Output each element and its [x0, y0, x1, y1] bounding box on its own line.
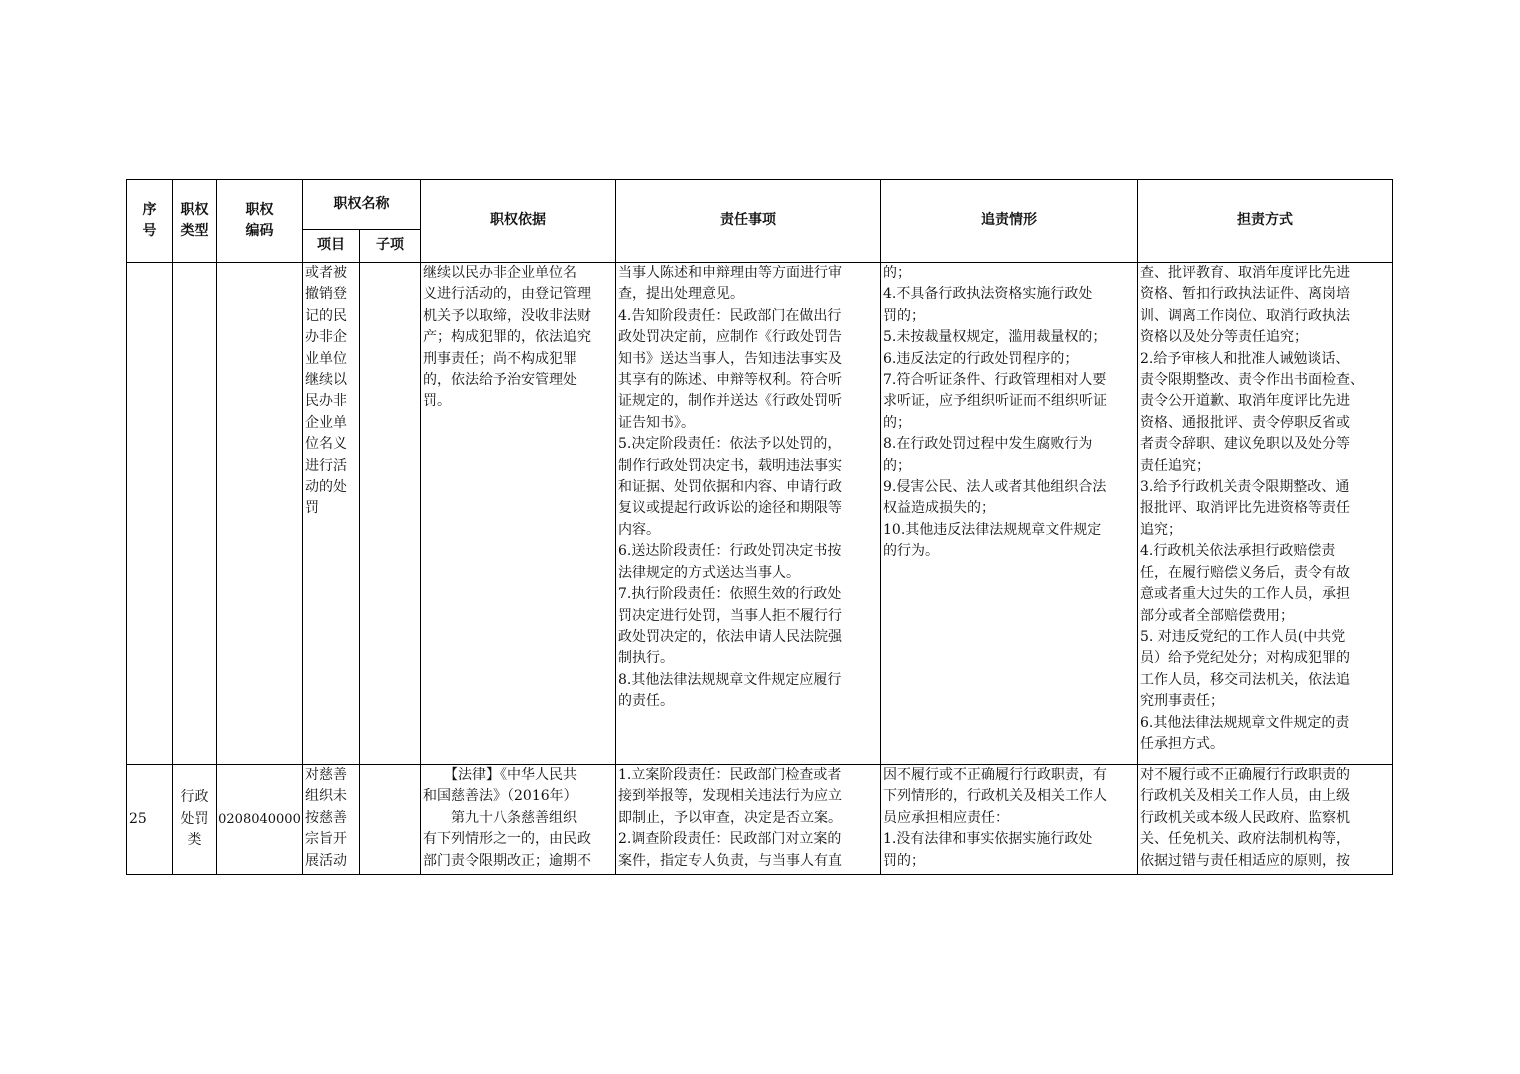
text-line: 继续以: [305, 372, 347, 389]
header-method: 担责方式: [1138, 180, 1393, 263]
text-line: 的；: [883, 265, 911, 281]
header-seq: 序 号: [127, 180, 173, 263]
text-line: 求听证，应予组织听证而不组织听证: [883, 393, 1107, 410]
text-line: 制执行。: [618, 650, 674, 667]
text-line: 义进行活动的，由登记管理: [423, 286, 591, 303]
header-type: 职权 类型: [173, 180, 217, 263]
text-line: 部门责令限期改正；逾期不: [423, 852, 591, 869]
text-line: 组织未: [305, 788, 347, 805]
text-line: 4.不具备行政执法资格实施行政处: [883, 286, 1093, 303]
text-line: 6.其他法律法规规章文件规定的责: [1140, 714, 1350, 731]
text-line: 查，提出处理意见。: [618, 286, 744, 303]
text-line: 的；: [883, 414, 911, 431]
text-line: 案件，指定专人负责，与当事人有直: [618, 852, 842, 869]
text-line: 工作人员，移交司法机关，依法追: [1140, 671, 1350, 688]
power-list-table: [126, 179, 1393, 875]
text-line: 资格、通报批评、责令停职反省或: [1140, 414, 1350, 431]
cell-accountability: [881, 765, 1138, 875]
text-line: 5. 对违反党纪的工作人员(中共党: [1140, 628, 1346, 645]
text-line: 对慈善: [305, 767, 347, 783]
text-line: 证规定的，制作并送达《行政处罚听: [618, 393, 842, 410]
table-row: [127, 765, 1393, 875]
text-line: 办非企: [305, 329, 347, 346]
text-line: 7.执行阶段责任：依照生效的行政处: [618, 586, 842, 603]
text-line: 6.违反法定的行政处罚程序的；: [883, 350, 1079, 367]
cell-seq: 25: [127, 765, 173, 875]
text-line: 继续以民办非企业单位名: [423, 265, 577, 281]
text-line: 7.符合听证条件、行政管理相对人要: [883, 372, 1107, 389]
text-line: 10.其他违反法律法规规章文件规定: [883, 521, 1102, 538]
text-line: 报批评、取消评比先进资格等责任: [1140, 500, 1350, 517]
text-line: 究刑事责任；: [1140, 693, 1224, 710]
text-line: 2.给予审核人和批准人诫勉谈话、: [1140, 350, 1350, 367]
text-line: 记的民: [305, 307, 347, 324]
text-line: 责任追究；: [1140, 457, 1210, 474]
text-line: 【法律】《中华人民共: [423, 767, 577, 783]
text-line: 权益造成损失的；: [883, 500, 995, 517]
text-line: 动的处: [305, 479, 347, 496]
text-line: 员应承担相应责任：: [883, 809, 1009, 826]
cell-code: 0208040000: [217, 765, 303, 875]
text-line: 撤销登: [305, 286, 347, 303]
text-line: 的责任。: [618, 693, 674, 710]
text-line: 罚的；: [883, 307, 925, 324]
header-name: 职权名称: [303, 180, 421, 230]
text-line: 按慈善: [305, 809, 347, 826]
text-line: 类: [187, 832, 202, 849]
text-line: 民办非: [305, 393, 347, 410]
text-line: 4.行政机关依法承担行政赔偿责: [1140, 543, 1336, 560]
text-line: 机关予以取缔，没收非法财: [423, 307, 591, 324]
text-line: 和证据、处罚依据和内容、申请行政: [618, 479, 842, 496]
text-line: 任承担方式。: [1140, 735, 1224, 752]
text-line: 有下列情形之一的，由民政: [423, 831, 591, 848]
cell-code: [217, 263, 303, 765]
cell-accountability: [881, 263, 1138, 765]
cell-duty: [616, 263, 881, 765]
text-line: 依据过错与责任相适应的原则，按: [1140, 852, 1350, 869]
cell-type: [173, 765, 217, 875]
text-line: 处罚: [180, 810, 209, 827]
text-line: 第九十八条慈善组织: [423, 809, 577, 826]
text-line: 业单位: [305, 350, 347, 367]
text-line: 内容。: [618, 521, 660, 538]
header-duty: 责任事项: [616, 180, 881, 263]
text-line: 其享有的陈述、申辩等权利。符合听: [618, 372, 842, 389]
text-line: 当事人陈述和申辩理由等方面进行审: [618, 265, 842, 281]
cell-method: [1138, 263, 1393, 765]
text-line: 位名义: [305, 436, 347, 453]
text-line: 法律规定的方式送达当事人。: [618, 564, 800, 581]
text-line: 的行为。: [883, 543, 939, 560]
text-line: 4.告知阶段责任：民政部门在做出行: [618, 307, 842, 324]
text-line: 刑事责任；尚不构成犯罪: [423, 350, 577, 367]
text-line: 复议或提起行政诉讼的途径和期限等: [618, 500, 842, 517]
text-line: 9.侵害公民、法人或者其他组织合法: [883, 479, 1107, 496]
cell-subitem: [360, 263, 421, 765]
header-subitem: 子项: [360, 230, 421, 263]
text-line: 制作行政处罚决定书，载明违法事实: [618, 457, 842, 474]
cell-basis: [421, 765, 616, 875]
text-line: 展活动: [305, 852, 347, 869]
cell-subitem: [360, 765, 421, 875]
text-line: 下列情形的，行政机关及相关工作人: [883, 788, 1107, 805]
text-line: 政处罚决定的，依法申请人民法院强: [618, 628, 842, 645]
text-line: 关、任免机关、政府法制机构等，: [1140, 831, 1350, 848]
text-line: 的，依法给予治安管理处: [423, 372, 577, 389]
text-line: 责令限期整改、责令作出书面检查、: [1140, 372, 1364, 389]
text-line: 部分或者全部赔偿费用；: [1140, 607, 1294, 624]
cell-seq: [127, 263, 173, 765]
text-line: 责令公开道歉、取消年度评比先进: [1140, 393, 1350, 410]
text-line: 5.决定阶段责任：依法予以处罚的，: [618, 436, 842, 453]
cell-basis: [421, 263, 616, 765]
text-line: 或者被: [305, 265, 347, 281]
text-line: 宗旨开: [305, 831, 347, 848]
cell-type: [173, 263, 217, 765]
cell-duty: [616, 765, 881, 875]
text-line: 罚。: [423, 393, 451, 410]
header-row-1: [127, 180, 1393, 230]
text-line: 1.立案阶段责任：民政部门检查或者: [618, 767, 842, 783]
text-line: 员）给予党纪处分；对构成犯罪的: [1140, 650, 1350, 667]
text-line: 5.未按裁量权规定，滥用裁量权的；: [883, 329, 1107, 346]
text-line: 2.调查阶段责任：民政部门对立案的: [618, 831, 842, 848]
text-line: 查、批评教育、取消年度评比先进: [1140, 265, 1350, 281]
text-line: 资格以及处分等责任追究；: [1140, 329, 1308, 346]
text-line: 者责令辞职、建议免职以及处分等: [1140, 436, 1350, 453]
text-line: 8.在行政处罚过程中发生腐败行为: [883, 436, 1093, 453]
text-line: 政处罚决定前，应制作《行政处罚告: [618, 329, 842, 346]
text-line: 行政机关及相关工作人员，由上级: [1140, 788, 1350, 805]
text-line: 知书》送达当事人，告知违法事实及: [618, 350, 842, 367]
text-line: 追究；: [1140, 521, 1182, 538]
text-line: 证告知书》。: [618, 414, 695, 431]
text-line: 1.没有法律和事实依据实施行政处: [883, 831, 1093, 848]
text-line: 3.给予行政机关责令限期整改、通: [1140, 479, 1350, 496]
text-line: 罚决定进行处罚，当事人拒不履行行: [618, 607, 842, 624]
text-line: 即制止，予以审查，决定是否立案。: [618, 809, 842, 826]
header-basis: 职权依据: [421, 180, 616, 263]
text-line: 因不履行或不正确履行行政职责，有: [883, 767, 1107, 783]
text-line: 的；: [883, 457, 911, 474]
text-line: 8.其他法律法规规章文件规定应履行: [618, 671, 842, 688]
text-line: 意或者重大过失的工作人员，承担: [1140, 586, 1350, 603]
cell-item: [303, 765, 360, 875]
text-line: 任，在履行赔偿义务后，责令有故: [1140, 564, 1350, 581]
header-code: 职权 编码: [217, 180, 303, 263]
text-line: 6.送达阶段责任：行政处罚决定书按: [618, 543, 842, 560]
text-line: 对不履行或不正确履行行政职责的: [1140, 767, 1350, 783]
text-line: 行政: [180, 789, 209, 806]
text-line: 资格、暂扣行政执法证件、离岗培: [1140, 286, 1350, 303]
text-line: 接到举报等，发现相关违法行为应立: [618, 788, 842, 805]
text-line: 罚: [305, 500, 319, 517]
text-line: 和国慈善法》（2016年）: [423, 788, 578, 805]
text-line: 产；构成犯罪的，依法追究: [423, 329, 591, 346]
cell-item: [303, 263, 360, 765]
header-accountability: 追责情形: [881, 180, 1138, 263]
table-row: [127, 263, 1393, 765]
text-line: 进行活: [305, 457, 347, 474]
text-line: 训、调离工作岗位、取消行政执法: [1140, 307, 1350, 324]
text-line: 企业单: [305, 414, 347, 431]
header-item: 项目: [303, 230, 360, 263]
text-line: 罚的；: [883, 852, 925, 869]
text-line: 行政机关或本级人民政府、监察机: [1140, 809, 1350, 826]
cell-method: [1138, 765, 1393, 875]
